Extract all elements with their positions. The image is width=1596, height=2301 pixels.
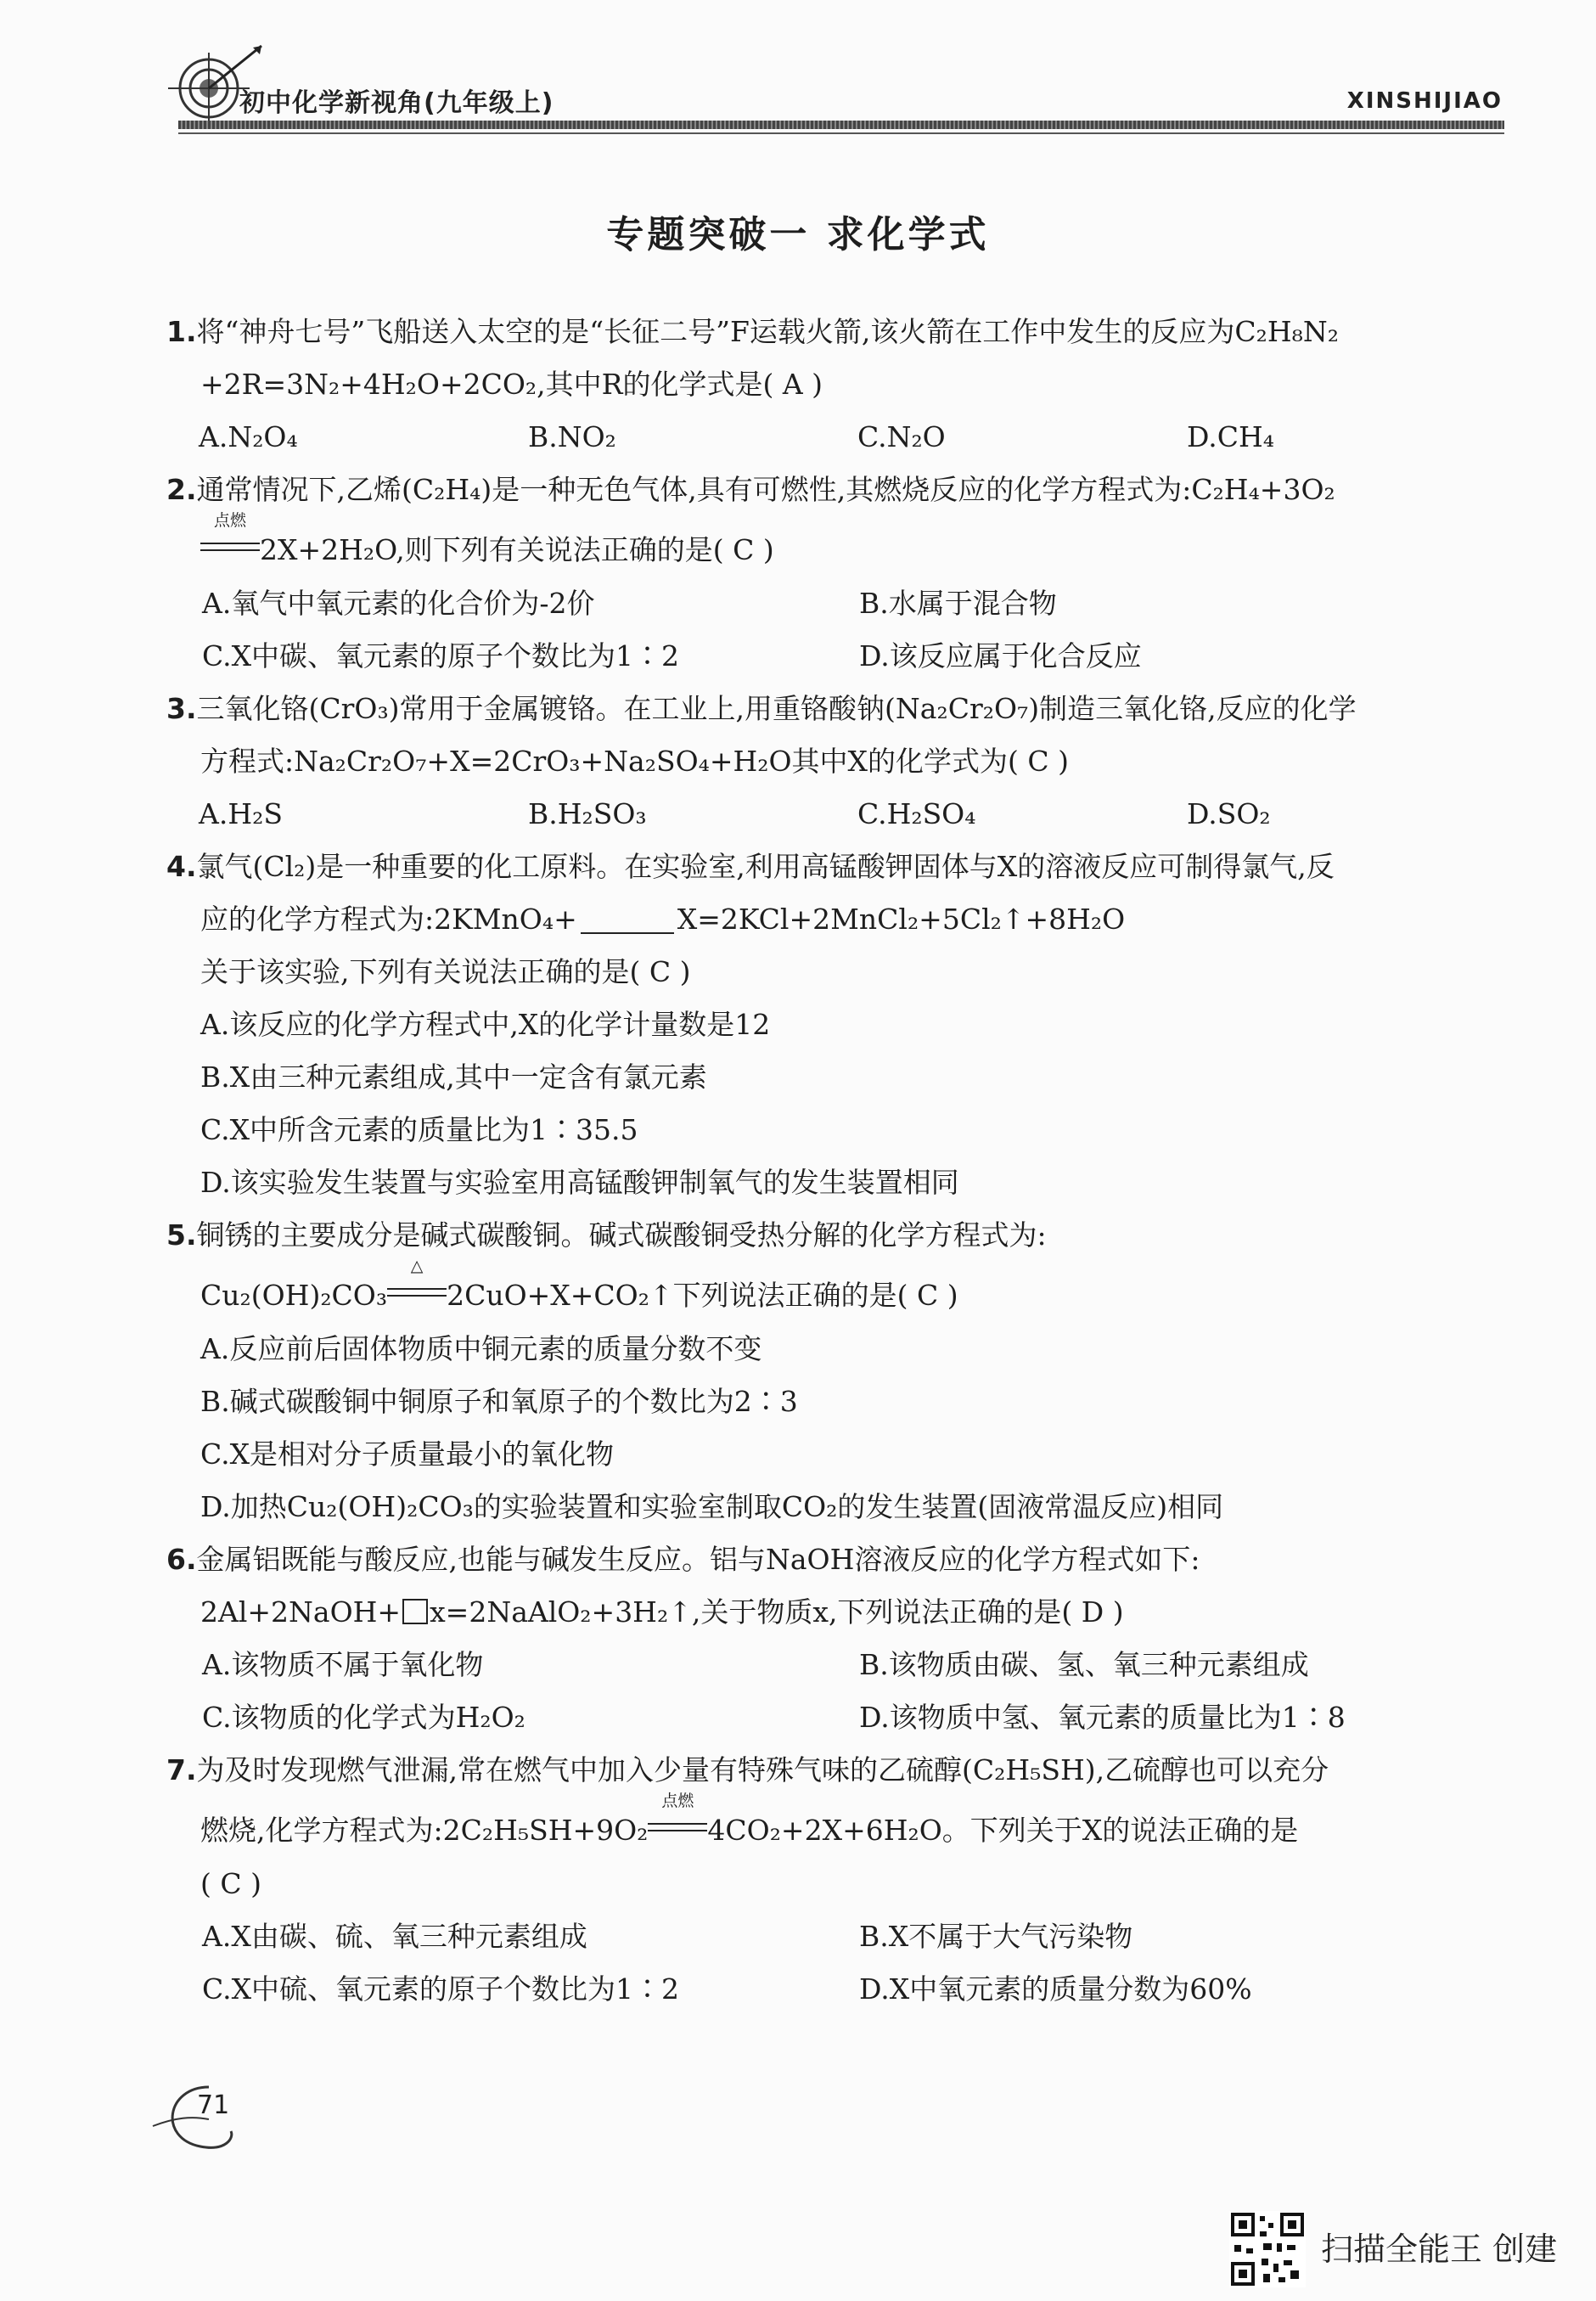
option-b: B.NO₂ xyxy=(528,420,616,453)
question-text: 氯气(Cl₂)是一种重要的化工原料。在实验室,利用高锰酸钾固体与X的溶液反应可制得氯气,反 xyxy=(196,850,1335,883)
question-text: 将“神舟七号”飞船送入太空的是“长征二号”F运载火箭,该火箭在工作中发生的反应为C₂H₈N₂ xyxy=(196,315,1339,348)
question-3-line-1 xyxy=(166,683,1516,735)
option-a: A.该反应的化学方程式中,X的化学计量数是12 xyxy=(200,1008,771,1041)
question-6-options-row-1 xyxy=(166,1639,1516,1691)
question-number: 7. xyxy=(166,1753,197,1786)
question-number: 2. xyxy=(166,473,197,506)
question-4-line-1 xyxy=(166,841,1516,893)
option-b: B.水属于混合物 xyxy=(859,587,1057,620)
reaction-condition: △ xyxy=(387,1280,447,1305)
reaction-condition: 点燃 xyxy=(200,534,260,560)
question-4-line-3: 关于该实验,下列有关说法正确的是( C ) xyxy=(200,955,691,988)
option-a: A.N₂O₄ xyxy=(199,420,298,453)
question-7-line-2: 燃烧,化学方程式为:2C₂H₅SH+9O₂ 点燃 4CO₂+2X+6H₂O。下列关于X的说法正确的是 xyxy=(200,1792,1299,1847)
option-d: D.该反应属于化合反应 xyxy=(859,639,1142,672)
question-7-options-row-1 xyxy=(166,1910,1516,1963)
question-number: 4. xyxy=(166,850,197,883)
option-d: D.该实验发生装置与实验室用高锰酸钾制氧气的发生装置相同 xyxy=(200,1166,959,1199)
question-1-line-2: +2R=3N₂+4H₂O+2CO₂,其中R的化学式是( A ) xyxy=(200,368,823,401)
question-5-line-2: Cu₂(OH)₂CO₃ △ 2CuO+X+CO₂↑下列说法正确的是( C ) xyxy=(200,1257,958,1312)
question-number: 5. xyxy=(166,1218,197,1252)
question-number: 3. xyxy=(166,692,197,725)
question-number: 6. xyxy=(166,1543,197,1576)
question-number: 1. xyxy=(166,315,197,348)
header-rule xyxy=(178,121,1504,129)
option-c: C.该物质的化学式为H₂O₂ xyxy=(202,1701,525,1734)
option-b: B.该物质由碳、氢、氧三种元素组成 xyxy=(859,1648,1309,1681)
option-a: A.X由碳、硫、氧三种元素组成 xyxy=(202,1920,587,1953)
header-rule-thin xyxy=(178,132,1504,134)
option-c: C.X中所含元素的质量比为1∶35.5 xyxy=(200,1113,638,1146)
question-text: 为及时发现燃气泄漏,常在燃气中加入少量有特殊气味的乙硫醇(C₂H₅SH),乙硫醇也可以充分 xyxy=(196,1753,1329,1786)
option-a: A.H₂S xyxy=(199,797,283,830)
question-2-options-row-1 xyxy=(166,577,1516,630)
option-d: D.SO₂ xyxy=(1187,797,1271,830)
option-d: D.CH₄ xyxy=(1187,420,1275,453)
reaction-condition: 点燃 xyxy=(648,1814,707,1840)
page-header xyxy=(0,0,1596,144)
question-3-options xyxy=(166,788,1516,841)
question-2-line-2 xyxy=(166,511,1516,577)
question-text: 2X+2H₂O,则下列有关说法正确的是( C ) xyxy=(260,533,774,566)
brand-name: XINSHIJIAO xyxy=(1346,88,1503,114)
option-c: C.N₂O xyxy=(857,420,946,453)
question-7-line-3: ( C ) xyxy=(200,1867,261,1900)
qr-code-icon xyxy=(1229,2211,1306,2287)
question-7-line-1 xyxy=(166,1744,1516,1797)
question-2-line-1 xyxy=(166,464,1516,516)
option-b: B.碱式碳酸铜中铜原子和氧原子的个数比为2∶3 xyxy=(200,1385,798,1418)
option-c: C.H₂SO₄ xyxy=(857,797,976,830)
option-c: C.X是相对分子质量最小的氧化物 xyxy=(200,1437,615,1471)
option-c: C.X中硫、氧元素的原子个数比为1∶2 xyxy=(202,1972,680,2006)
question-4-line-2: 应的化学方程式为:2KMnO₄+ X=2KCl+2MnCl₂+5Cl₂↑+8H₂O xyxy=(200,903,1126,936)
question-7-options-row-2 xyxy=(166,1963,1516,2016)
option-d: D.该物质中氢、氧元素的质量比为1∶8 xyxy=(859,1701,1346,1734)
question-text: 三氧化铬(CrO₃)常用于金属镀铬。在工业上,用重铬酸钠(Na₂Cr₂O₇)制造三氧化铬,反应的化学 xyxy=(196,692,1357,725)
option-a: A.该物质不属于氧化物 xyxy=(202,1648,484,1681)
question-5-line-1 xyxy=(166,1209,1516,1262)
scanner-watermark: 扫描全能王 创建 xyxy=(1321,2231,1558,2268)
question-3-line-2: 方程式:Na₂Cr₂O₇+X=2CrO₃+Na₂SO₄+H₂O其中X的化学式为( C ) xyxy=(200,745,1070,778)
question-list xyxy=(166,306,1516,2016)
book-title: 初中化学新视角(九年级上) xyxy=(239,88,554,118)
question-6-options-row-2 xyxy=(166,1691,1516,1744)
option-a: A.反应前后固体物质中铜元素的质量分数不变 xyxy=(200,1332,762,1365)
option-b: B.X由三种元素组成,其中一定含有氯元素 xyxy=(200,1060,707,1094)
option-d: D.X中氧元素的质量分数为60% xyxy=(859,1972,1252,2006)
page-number: 71 xyxy=(197,2090,230,2120)
question-text: 通常情况下,乙烯(C₂H₄)是一种无色气体,具有可燃性,其燃烧反应的化学方程式为:C₂H₄+3O₂ xyxy=(196,473,1335,506)
option-a: A.氧气中氧元素的化合价为-2价 xyxy=(202,587,595,620)
question-text: 金属铝既能与酸反应,也能与碱发生反应。铝与NaOH溶液反应的化学方程式如下: xyxy=(196,1543,1200,1576)
question-1-options xyxy=(166,411,1516,464)
question-text: 铜锈的主要成分是碱式碳酸铜。碱式碳酸铜受热分解的化学方程式为: xyxy=(196,1218,1047,1252)
coefficient-box xyxy=(402,1599,428,1624)
question-6-line-1 xyxy=(166,1533,1516,1586)
option-d: D.加热Cu₂(OH)₂CO₃的实验装置和实验室制取CO₂的发生装置(固液常温反应)相同 xyxy=(200,1490,1224,1523)
question-2-options-row-2 xyxy=(166,630,1516,683)
option-b: B.H₂SO₃ xyxy=(528,797,647,830)
question-1-line-1 xyxy=(166,306,1516,358)
option-b: B.X不属于大气污染物 xyxy=(859,1920,1133,1953)
page-title: 专题突破一 求化学式 xyxy=(606,213,990,256)
answer-blank xyxy=(581,902,674,934)
option-c: C.X中碳、氧元素的原子个数比为1∶2 xyxy=(202,639,680,672)
question-6-line-2: 2Al+2NaOH+ x=2NaAlO₂+3H₂↑,关于物质x,下列说法正确的是( D ) xyxy=(200,1595,1124,1629)
